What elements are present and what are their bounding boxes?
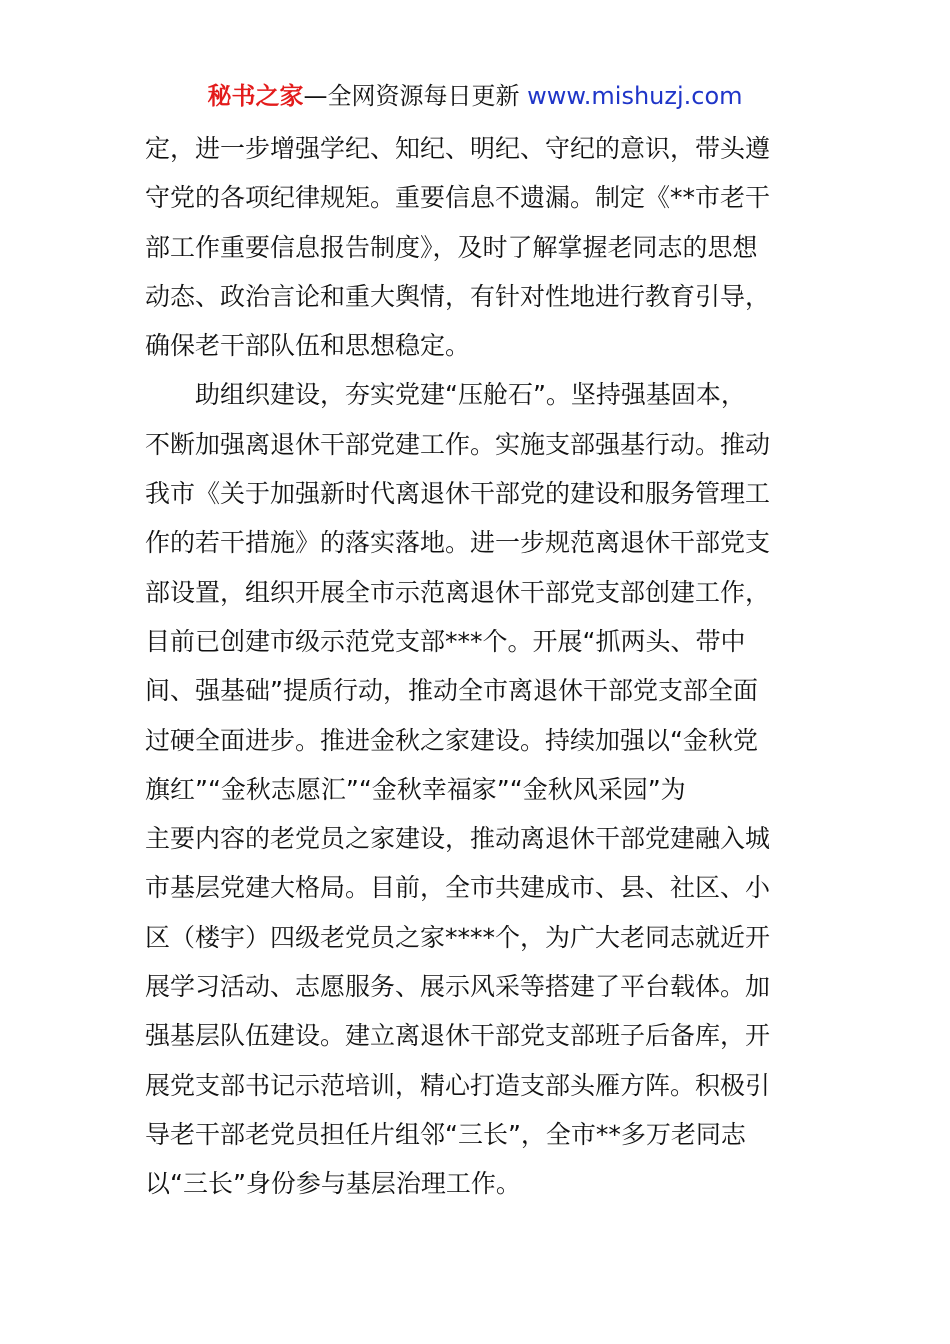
text-line: 我市《关于加强新时代离退休干部党的建设和服务管理工: [145, 479, 771, 509]
text-line: 助组织建设，夯实党建“压舱石”。坚持强基固本，: [195, 380, 746, 410]
text-line: 主要内容的老党员之家建设，推动离退休干部党建融入城: [145, 824, 771, 854]
text-line: 间、强基础”提质行动，推动全市离退休干部党支部全面: [145, 676, 758, 706]
brand-name: 秘书之家: [207, 82, 304, 110]
header-tagline: —全网资源每日更新: [303, 82, 528, 110]
text-line: 展党支部书记示范培训，精心打造支部头雁方阵。积极引: [145, 1070, 771, 1100]
text-line: 部工作重要信息报告制度》，及时了解掌握老同志的思想: [145, 232, 758, 262]
site-header: [0, 80, 950, 112]
document-body: [145, 124, 805, 1209]
text-line: 展学习活动、志愿服务、展示风采等搭建了平台载体。加: [145, 972, 771, 1002]
text-line: 定，进一步增强学纪、知纪、明纪、守纪的意识，带头遵: [145, 134, 771, 163]
text-line: 作的若干措施》的落实落地。进一步规范离退休干部党支: [145, 528, 771, 558]
text-line: 区（楼宇）四级老党员之家****个，为广大老同志就近开: [145, 922, 771, 952]
text-line: 市基层党建大格局。目前，全市共建成市、县、社区、小: [145, 873, 771, 903]
text-line: 目前已创建市级示范党支部***个。开展“抓两头、带中: [145, 626, 746, 656]
text-line: 确保老干部队伍和思想稳定。: [145, 331, 471, 361]
text-line: 导老干部老党员担任片组邻“三长”，全市**多万老同志: [145, 1119, 746, 1149]
text-line: 以“三长”身份参与基层治理工作。: [145, 1169, 521, 1199]
text-line: 部设置，组织开展全市示范离退休干部党支部创建工作，: [145, 577, 771, 607]
text-line: 守党的各项纪律规矩。重要信息不遗漏。制定《**市老干: [145, 183, 771, 213]
text-line: 过硬全面进步。推进金秋之家建设。持续加强以“金秋党: [145, 725, 758, 755]
text-line: 不断加强离退休干部党建工作。实施支部强基行动。推动: [145, 429, 771, 459]
site-url-link[interactable]: www.mishuzj.com: [527, 82, 743, 110]
paragraph-2: [145, 370, 805, 1208]
paragraph-1: [145, 124, 805, 370]
text-line: 动态、政治言论和重大舆情，有针对性地进行教育引导，: [145, 281, 771, 311]
text-line: 旗红”“金秋志愿汇”“金秋幸福家”“金秋风采园”为: [145, 774, 686, 804]
text-line: 强基层队伍建设。建立离退休干部党支部班子后备库，开: [145, 1021, 771, 1051]
